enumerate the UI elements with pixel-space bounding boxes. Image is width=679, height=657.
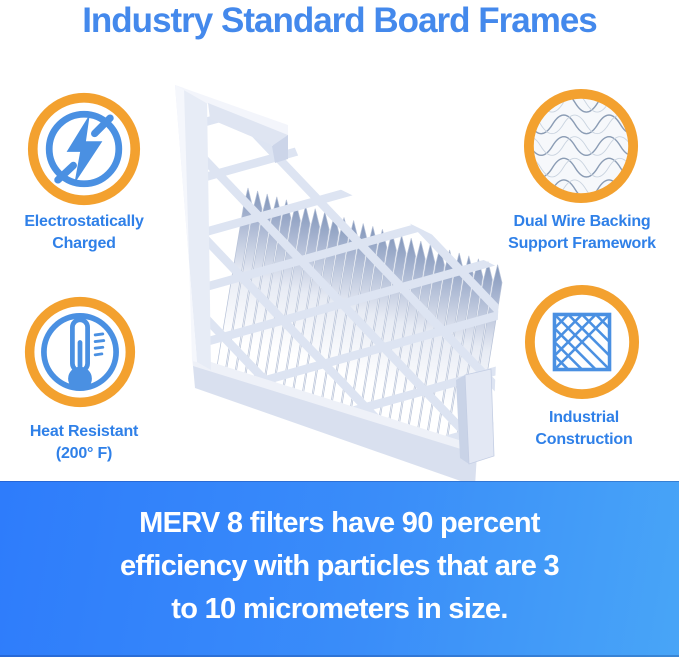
feature-label: Industrial Construction xyxy=(535,409,633,448)
banner-text: MERV 8 filters have 90 percent efficiency with particles that are 3 to 10 micrometers in size. xyxy=(120,507,559,625)
frame-end-cap xyxy=(456,369,494,464)
feature-label: Electrostatically Charged xyxy=(24,213,144,252)
merv-info-banner xyxy=(0,481,679,657)
product-image-air-filter xyxy=(148,58,510,482)
lattice-grid-icon xyxy=(523,283,641,401)
wire-mesh-icon xyxy=(522,87,640,205)
frame-left-board xyxy=(175,85,211,370)
thermometer-icon xyxy=(23,295,137,409)
page-title: Industry Standard Board Frames xyxy=(82,1,597,40)
feature-label: Heat Resistant (200° F) xyxy=(29,423,139,462)
feature-label: Dual Wire Backing Support Framework xyxy=(508,213,656,252)
lightning-circle-icon xyxy=(26,91,142,207)
